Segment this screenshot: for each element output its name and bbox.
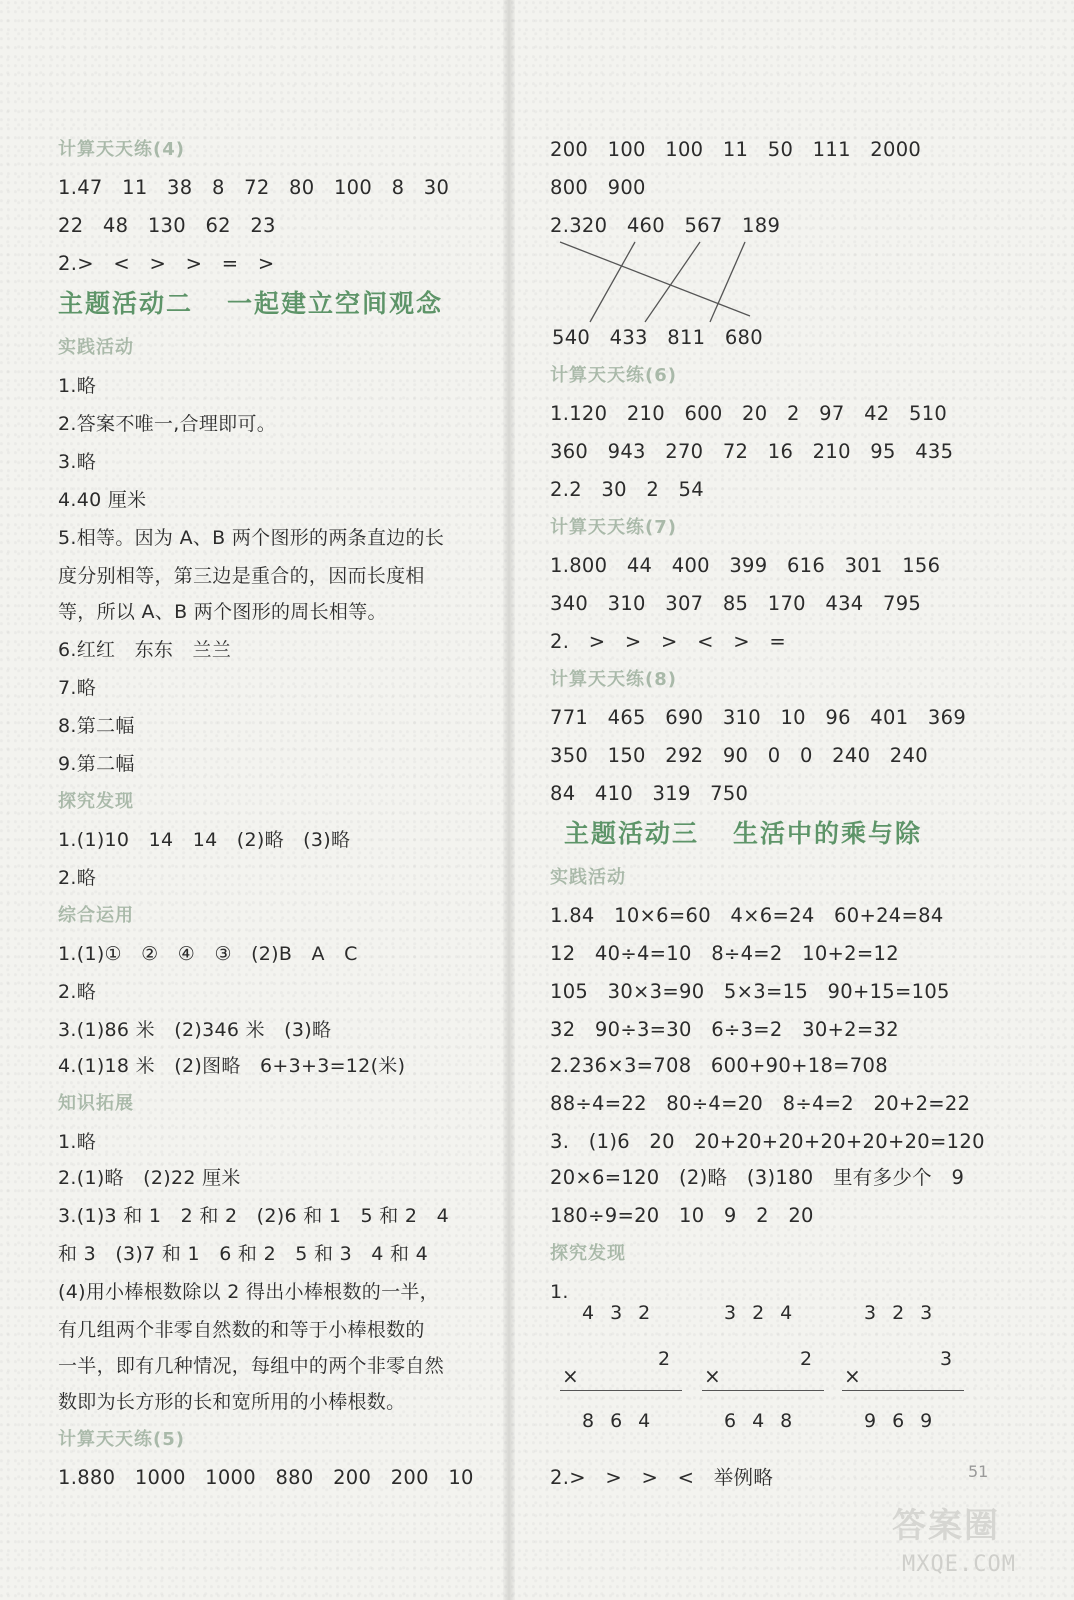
subsection-heading: 计算天天练(8) [550,669,677,690]
section-title-number: 主题活动三 [564,819,700,848]
answer-line: 360 943 270 72 16 210 95 435 [550,440,954,463]
answer-line: 2.答案不唯一,合理即可。 [58,413,277,435]
subsection-heading: 知识拓展 [58,1093,134,1114]
answer-line: 9.第二幅 [58,753,135,775]
answer-line: 771 465 690 310 10 96 401 369 [550,706,967,729]
answer-line: 2.2 30 2 54 [550,478,704,501]
answer-line: 180÷9=20 10 9 2 20 [550,1204,814,1227]
multiplier: 2 [800,1348,829,1370]
answer-line: 3.(1)3 和 1 2 和 2 (2)6 和 1 5 和 2 4 [58,1205,449,1227]
subsection-heading: 计算天天练(5) [58,1429,185,1450]
answer-line: 3.(1)86 米 (2)346 米 (3)略 [58,1019,332,1041]
answer-line: 有几组两个非零自然数的和等于小棒根数的 [58,1319,425,1341]
watermark-sub: MXQE.COM [902,1552,1016,1577]
answer-line: 200 100 100 11 50 111 2000 [550,138,922,161]
answer-line: 1.略 [58,1131,97,1153]
answer-line: 105 30×3=90 5×3=15 90+15=105 [550,980,950,1003]
matching-lines-diagram [550,232,790,332]
answer-line: 1.(1)① ② ④ ③ (2)B A C [58,943,358,965]
answer-line: 2.略 [58,981,97,1003]
answer-line: 3.略 [58,451,97,473]
answer-line: 2.236×3=708 600+90+18=708 [550,1054,888,1077]
answer-line: 340 310 307 85 170 434 795 [550,592,922,615]
answer-line: 2.略 [58,867,97,889]
multiplicand: 323 [864,1302,949,1324]
match-line-1 [560,242,750,316]
sum-line [842,1390,964,1391]
answer-line: 2. > > > < > = [550,630,787,653]
times-sign: × [704,1364,721,1388]
answer-line: 20×6=120 (2)略 (3)180 里有多少个 9 [550,1166,965,1189]
subsection-heading: 计算天天练(4) [58,139,185,160]
answer-line: 8.第二幅 [58,715,135,737]
section-title [58,289,444,318]
section-title-number: 主题活动二 [58,289,194,318]
product: 864 [582,1410,667,1432]
subsection-heading: 探究发现 [550,1243,626,1264]
subsection-heading: 计算天天练(6) [550,365,677,386]
match-line-3 [645,242,700,322]
subsection-heading: 计算天天练(7) [550,517,677,538]
product: 969 [864,1410,949,1432]
answer-line: 1.84 10×6=60 4×6=24 60+24=84 [550,904,944,927]
answer-line: 6.红红 东东 兰兰 [58,639,232,661]
watermark-logo [880,1490,1060,1590]
match-line-2 [590,242,635,322]
answer-line: 350 150 292 90 0 0 240 240 [550,744,928,767]
answer-line: 数即为长方形的长和宽所用的小棒根数。 [58,1391,406,1413]
section-title-text: 生活中的乘与除 [733,819,923,848]
section-title-text: 一起建立空间观念 [227,289,444,318]
match-line-4 [710,242,745,322]
answer-line: 1.800 44 400 399 616 301 156 [550,554,941,577]
answer-line: 一半，即有几种情况，每组中的两个非零自然 [58,1355,445,1377]
answer-line: 等，所以 A、B 两个图形的周长相等。 [58,601,387,623]
page-number: 51 [968,1462,989,1481]
answer-line: 2.> < > > = > [58,252,275,275]
answer-line: 1.47 11 38 8 72 80 100 8 30 [58,176,450,199]
answer-line: 800 900 [550,176,646,199]
multiplicand: 432 [582,1302,667,1324]
subsection-heading: 综合运用 [58,905,134,926]
answer-line: 12 40÷4=10 8÷4=2 10+2=12 [550,942,899,965]
answer-line: 4.(1)18 米 (2)图略 6+3+3=12(米) [58,1055,406,1077]
answer-line: 88÷4=22 80÷4=20 8÷4=2 20+2=22 [550,1092,971,1115]
answer-line: 2.(1)略 (2)22 厘米 [58,1167,241,1189]
answer-line: 3. (1)6 20 20+20+20+20+20+20=120 [550,1130,985,1153]
answer-line: 4.40 厘米 [58,489,147,511]
multiplier: 3 [940,1348,969,1370]
answer-line: 540 433 811 680 [552,326,763,349]
answer-line: 84 410 319 750 [550,782,749,805]
subsection-heading: 探究发现 [58,791,134,812]
answer-line: 32 90÷3=30 6÷3=2 30+2=32 [550,1018,899,1041]
page-fold [503,0,515,1600]
answer-line: 2.320 460 567 189 [550,214,781,237]
answer-line: 度分别相等，第三边是重合的，因而长度相 [58,565,425,587]
product: 648 [724,1410,809,1432]
sum-line [560,1390,682,1391]
answer-line: (4)用小棒根数除以 2 得出小棒根数的一半， [58,1281,439,1303]
times-sign: × [562,1364,579,1388]
answer-line: 7.略 [58,677,97,699]
answer-line: 1.(1)10 14 14 (2)略 (3)略 [58,829,351,851]
answer-line: 5.相等。因为 A、B 两个图形的两条直边的长 [58,527,445,549]
multiplier: 2 [658,1348,687,1370]
watermark-main: 答案圈 [892,1506,1000,1546]
answer-line: 和 3 (3)7 和 1 6 和 2 5 和 3 4 和 4 [58,1243,429,1265]
answer-line: 22 48 130 62 23 [58,214,276,237]
answer-line: 1.略 [58,375,97,397]
answer-line: 1.880 1000 1000 880 200 200 10 [58,1466,474,1489]
times-sign: × [844,1364,861,1388]
sum-line [702,1390,824,1391]
answer-line: 2.> > > < 举例略 [550,1466,774,1489]
answer-line: 1.120 210 600 20 2 97 42 510 [550,402,948,425]
answer-line: 1. [550,1281,569,1303]
subsection-heading: 实践活动 [58,337,134,358]
subsection-heading: 实践活动 [550,867,626,888]
multiplicand: 324 [724,1302,809,1324]
section-title [564,819,923,848]
